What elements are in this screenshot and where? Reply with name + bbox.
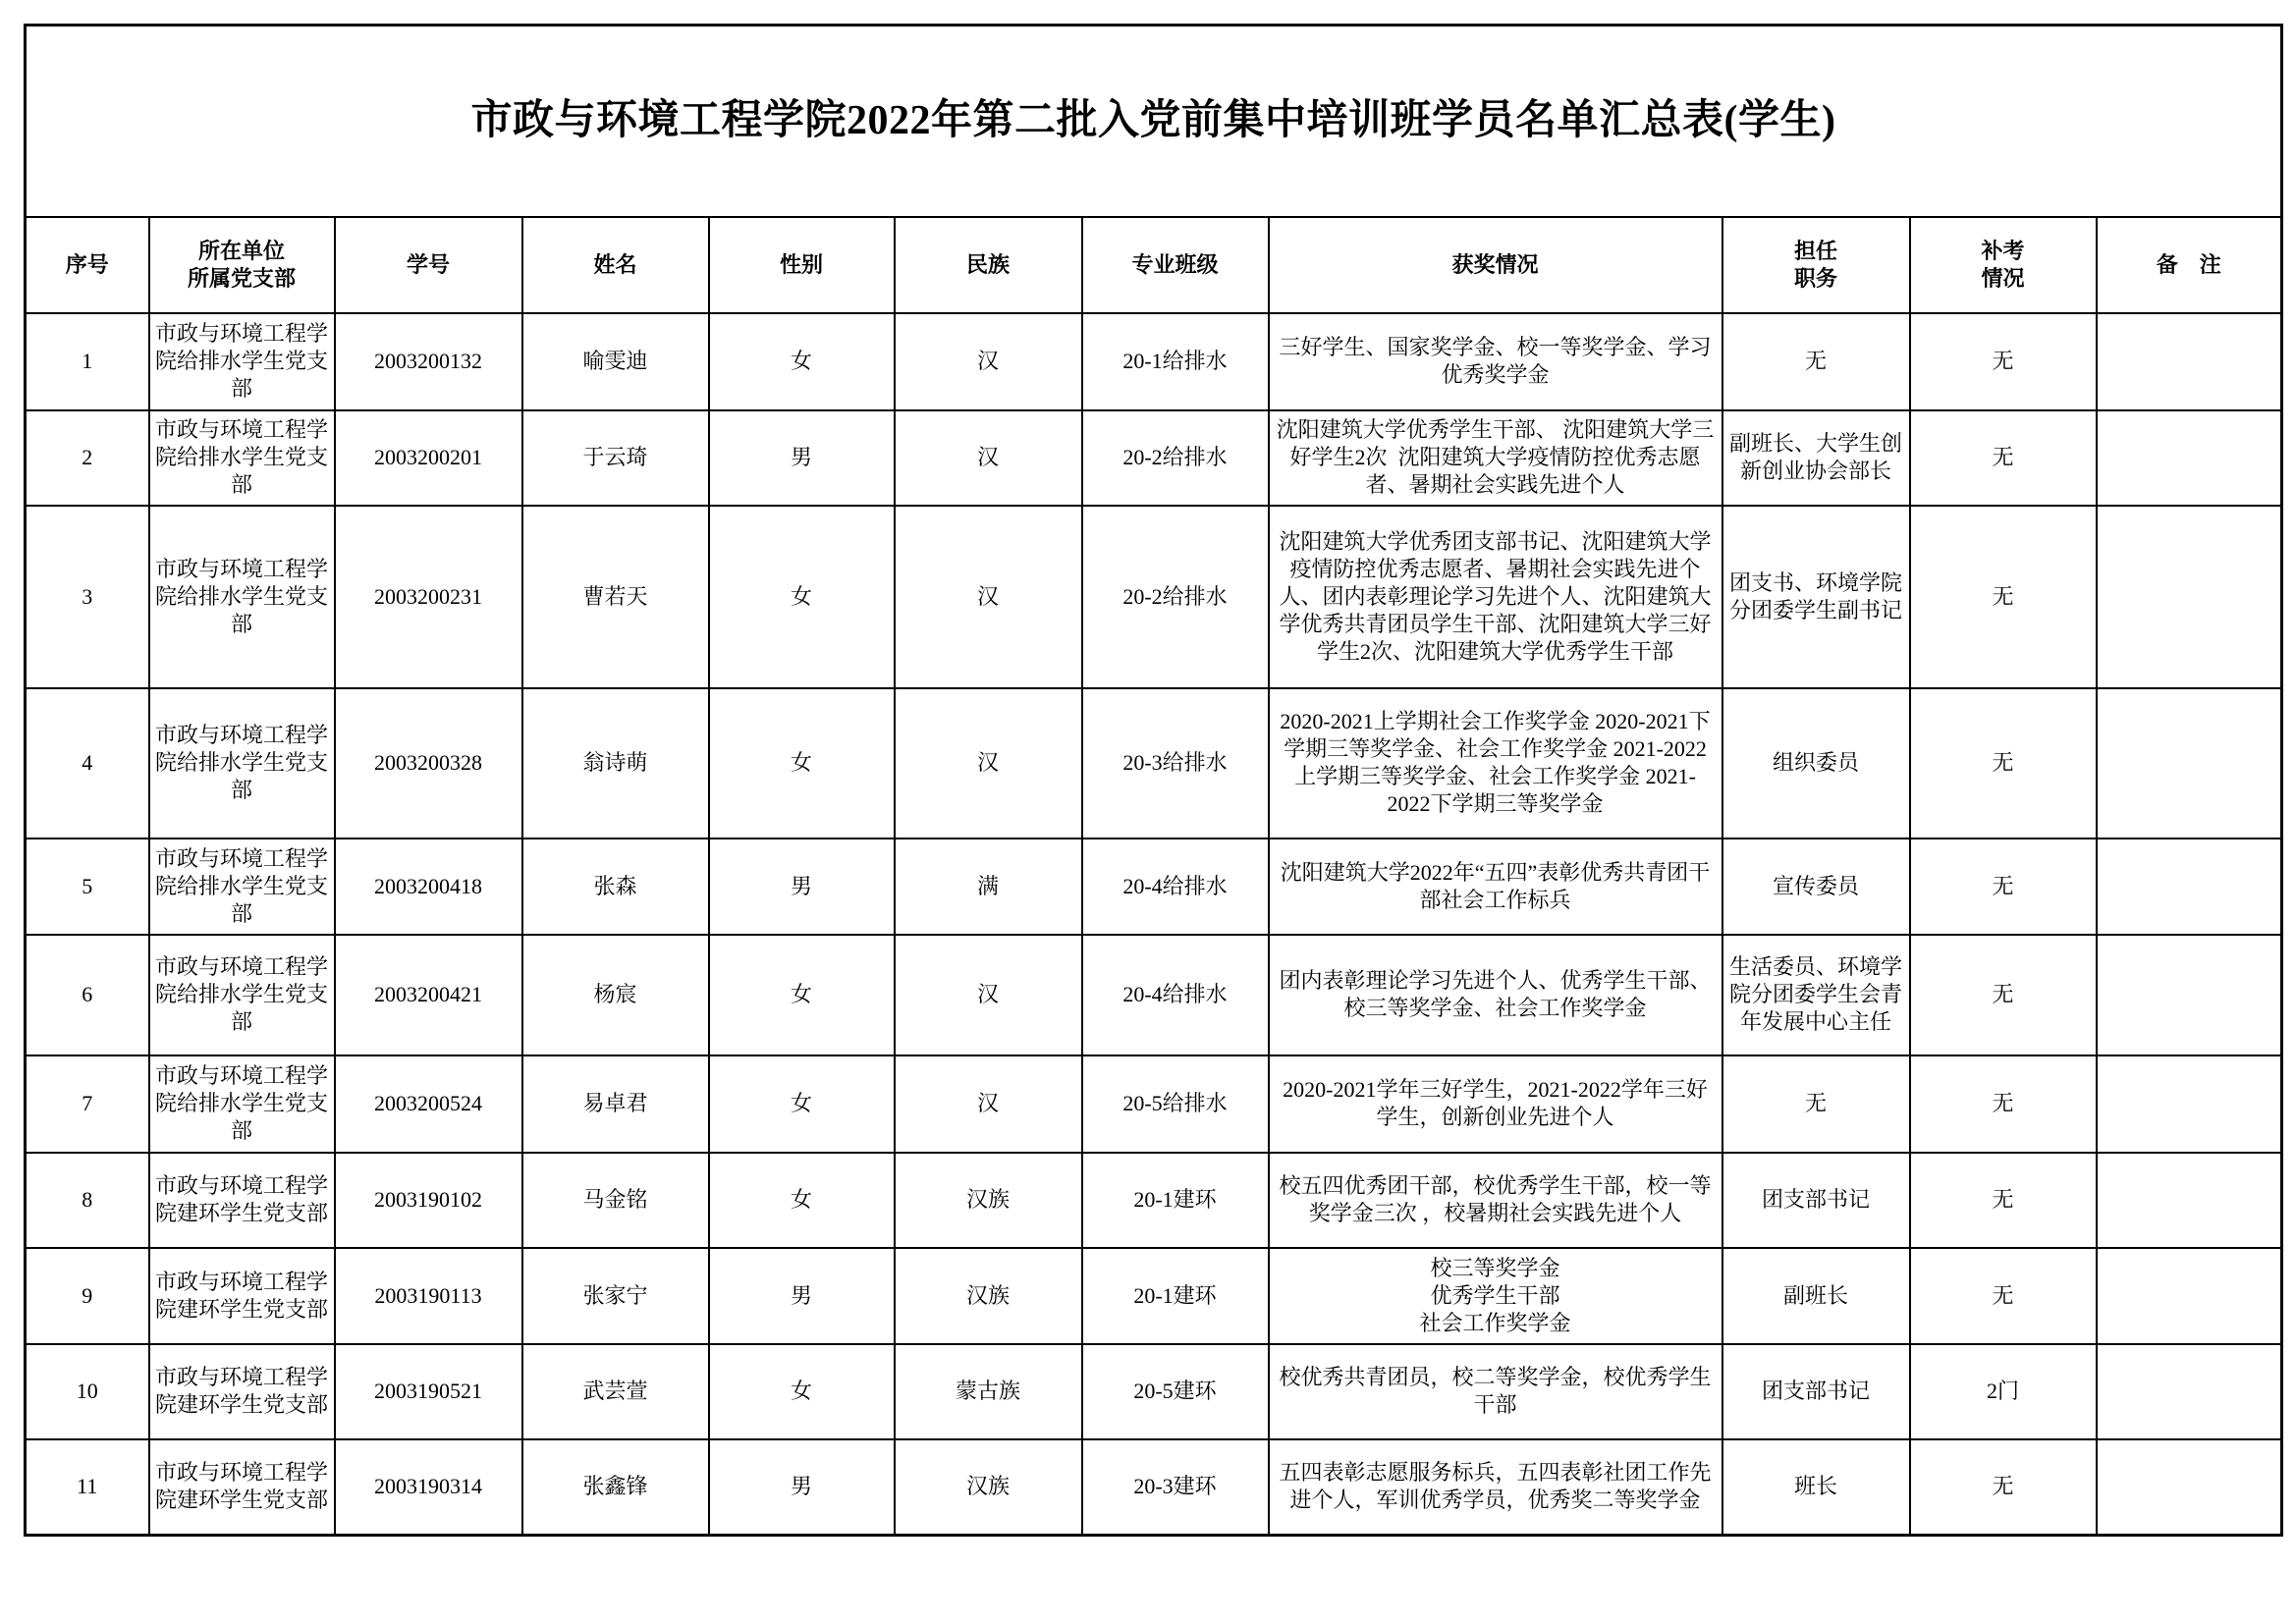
cell-index: 10 <box>26 1344 149 1439</box>
cell-makeup-exam: 无 <box>1910 1439 2097 1536</box>
cell-index: 3 <box>26 506 149 688</box>
cell-gender: 女 <box>709 688 895 839</box>
cell-makeup-exam: 无 <box>1910 410 2097 506</box>
cell-awards: 三好学生、国家奖学金、校一等奖学金、学习优秀奖学金 <box>1269 313 1722 410</box>
cell-makeup-exam: 无 <box>1910 313 2097 410</box>
cell-makeup-exam: 2门 <box>1910 1344 2097 1439</box>
cell-remarks <box>2097 688 2282 839</box>
cell-class: 20-1给排水 <box>1082 313 1269 410</box>
header-row <box>26 217 2282 313</box>
cell-student-id: 2003200132 <box>335 313 522 410</box>
cell-duties: 班长 <box>1722 1439 1910 1536</box>
cell-student-id: 2003190521 <box>335 1344 522 1439</box>
cell-remarks <box>2097 1248 2282 1344</box>
cell-gender: 男 <box>709 839 895 935</box>
cell-makeup-exam: 无 <box>1910 839 2097 935</box>
cell-remarks <box>2097 935 2282 1055</box>
cell-unit: 市政与环境工程学院给排水学生党支部 <box>149 313 335 410</box>
cell-makeup-exam: 无 <box>1910 1055 2097 1153</box>
table-row <box>26 410 2282 506</box>
cell-duties: 生活委员、环境学院分团委学生会青年发展中心主任 <box>1722 935 1910 1055</box>
cell-name: 喻雯迪 <box>522 313 709 410</box>
cell-awards: 沈阳建筑大学2022年“五四”表彰优秀共青团干部社会工作标兵 <box>1269 839 1722 935</box>
cell-name: 曹若天 <box>522 506 709 688</box>
table-row <box>26 1248 2282 1344</box>
cell-name: 翁诗萌 <box>522 688 709 839</box>
cell-awards: 五四表彰志愿服务标兵，五四表彰社团工作先进个人，军训优秀学员，优秀奖二等奖学金 <box>1269 1439 1722 1536</box>
cell-duties: 团支书、环境学院分团委学生副书记 <box>1722 506 1910 688</box>
cell-student-id: 2003190113 <box>335 1248 522 1344</box>
cell-ethnicity: 汉 <box>895 506 1082 688</box>
cell-student-id: 2003200328 <box>335 688 522 839</box>
header-index: 序号 <box>26 217 149 313</box>
cell-unit: 市政与环境工程学院给排水学生党支部 <box>149 839 335 935</box>
cell-index: 9 <box>26 1248 149 1344</box>
cell-remarks <box>2097 1439 2282 1536</box>
cell-gender: 男 <box>709 410 895 506</box>
cell-index: 7 <box>26 1055 149 1153</box>
cell-makeup-exam: 无 <box>1910 506 2097 688</box>
cell-class: 20-4给排水 <box>1082 935 1269 1055</box>
cell-ethnicity: 汉 <box>895 410 1082 506</box>
cell-gender: 女 <box>709 935 895 1055</box>
cell-unit: 市政与环境工程学院建环学生党支部 <box>149 1344 335 1439</box>
cell-index: 4 <box>26 688 149 839</box>
cell-awards: 2020-2021学年三好学生，2021-2022学年三好学生，创新创业先进个人 <box>1269 1055 1722 1153</box>
table-row <box>26 506 2282 688</box>
cell-duties: 副班长 <box>1722 1248 1910 1344</box>
cell-unit: 市政与环境工程学院给排水学生党支部 <box>149 1055 335 1153</box>
cell-duties: 团支部书记 <box>1722 1344 1910 1439</box>
table-row <box>26 1439 2282 1536</box>
cell-name: 杨宸 <box>522 935 709 1055</box>
cell-gender: 女 <box>709 1344 895 1439</box>
cell-unit: 市政与环境工程学院建环学生党支部 <box>149 1153 335 1248</box>
cell-ethnicity: 汉 <box>895 1055 1082 1153</box>
cell-unit: 市政与环境工程学院建环学生党支部 <box>149 1439 335 1536</box>
cell-awards: 校优秀共青团员，校二等奖学金，校优秀学生干部 <box>1269 1344 1722 1439</box>
header-makeup-exam: 补考 情况 <box>1910 217 2097 313</box>
cell-remarks <box>2097 1153 2282 1248</box>
header-gender: 性别 <box>709 217 895 313</box>
cell-awards: 沈阳建筑大学优秀学生干部、 沈阳建筑大学三好学生2次 沈阳建筑大学疫情防控优秀志愿者、暑期社会实践先进个人 <box>1269 410 1722 506</box>
cell-student-id: 2003200201 <box>335 410 522 506</box>
cell-unit: 市政与环境工程学院给排水学生党支部 <box>149 506 335 688</box>
cell-ethnicity: 汉族 <box>895 1153 1082 1248</box>
cell-student-id: 2003200231 <box>335 506 522 688</box>
cell-class: 20-1建环 <box>1082 1153 1269 1248</box>
cell-class: 20-5建环 <box>1082 1344 1269 1439</box>
cell-index: 8 <box>26 1153 149 1248</box>
cell-duties: 无 <box>1722 1055 1910 1153</box>
cell-awards: 沈阳建筑大学优秀团支部书记、沈阳建筑大学疫情防控优秀志愿者、暑期社会实践先进个人、团内表彰理论学习先进个人、沈阳建筑大学优秀共青团员学生干部、沈阳建筑大学三好学生2次、沈阳建筑大学优秀学生干部 <box>1269 506 1722 688</box>
cell-student-id: 2003200418 <box>335 839 522 935</box>
cell-name: 马金铭 <box>522 1153 709 1248</box>
cell-unit: 市政与环境工程学院建环学生党支部 <box>149 1248 335 1344</box>
table-row <box>26 1153 2282 1248</box>
cell-unit: 市政与环境工程学院给排水学生党支部 <box>149 935 335 1055</box>
cell-gender: 男 <box>709 1248 895 1344</box>
cell-gender: 女 <box>709 1055 895 1153</box>
cell-index: 1 <box>26 313 149 410</box>
header-student-id: 学号 <box>335 217 522 313</box>
cell-ethnicity: 满 <box>895 839 1082 935</box>
cell-class: 20-2给排水 <box>1082 506 1269 688</box>
cell-student-id: 2003200524 <box>335 1055 522 1153</box>
cell-name: 张鑫锋 <box>522 1439 709 1536</box>
cell-class: 20-3给排水 <box>1082 688 1269 839</box>
cell-gender: 女 <box>709 1153 895 1248</box>
cell-remarks <box>2097 410 2282 506</box>
table-row <box>26 1055 2282 1153</box>
table-row <box>26 688 2282 839</box>
cell-duties: 团支部书记 <box>1722 1153 1910 1248</box>
cell-index: 6 <box>26 935 149 1055</box>
cell-remarks <box>2097 313 2282 410</box>
cell-makeup-exam: 无 <box>1910 1153 2097 1248</box>
header-unit: 所在单位 所属党支部 <box>149 217 335 313</box>
cell-gender: 女 <box>709 506 895 688</box>
table-row <box>26 935 2282 1055</box>
cell-duties: 宣传委员 <box>1722 839 1910 935</box>
header-name: 姓名 <box>522 217 709 313</box>
cell-makeup-exam: 无 <box>1910 688 2097 839</box>
cell-ethnicity: 汉 <box>895 688 1082 839</box>
cell-class: 20-4给排水 <box>1082 839 1269 935</box>
cell-class: 20-5给排水 <box>1082 1055 1269 1153</box>
header-awards: 获奖情况 <box>1269 217 1722 313</box>
cell-duties: 副班长、大学生创新创业协会部长 <box>1722 410 1910 506</box>
header-class: 专业班级 <box>1082 217 1269 313</box>
cell-gender: 男 <box>709 1439 895 1536</box>
student-summary-table <box>24 24 2283 1537</box>
cell-unit: 市政与环境工程学院给排水学生党支部 <box>149 410 335 506</box>
cell-name: 易卓君 <box>522 1055 709 1153</box>
cell-student-id: 2003190314 <box>335 1439 522 1536</box>
cell-unit: 市政与环境工程学院给排水学生党支部 <box>149 688 335 839</box>
cell-ethnicity: 汉族 <box>895 1439 1082 1536</box>
cell-makeup-exam: 无 <box>1910 935 2097 1055</box>
cell-remarks <box>2097 1055 2282 1153</box>
table-row <box>26 1344 2282 1439</box>
table-row <box>26 313 2282 410</box>
header-ethnicity: 民族 <box>895 217 1082 313</box>
title-row <box>26 26 2282 217</box>
cell-awards: 2020-2021上学期社会工作奖学金 2020-2021下学期三等奖学金、社会工作奖学金 2021-2022上学期三等奖学金、社会工作奖学金 2021-2022下学期三等奖学金 <box>1269 688 1722 839</box>
cell-index: 5 <box>26 839 149 935</box>
cell-gender: 女 <box>709 313 895 410</box>
cell-class: 20-2给排水 <box>1082 410 1269 506</box>
cell-awards: 校三等奖学金 优秀学生干部 社会工作奖学金 <box>1269 1248 1722 1344</box>
cell-ethnicity: 蒙古族 <box>895 1344 1082 1439</box>
cell-awards: 校五四优秀团干部，校优秀学生干部，校一等奖学金三次 ，校暑期社会实践先进个人 <box>1269 1153 1722 1248</box>
cell-ethnicity: 汉 <box>895 313 1082 410</box>
cell-remarks <box>2097 506 2282 688</box>
cell-index: 11 <box>26 1439 149 1536</box>
cell-duties: 无 <box>1722 313 1910 410</box>
cell-awards: 团内表彰理论学习先进个人、优秀学生干部、校三等奖学金、社会工作奖学金 <box>1269 935 1722 1055</box>
cell-name: 张家宁 <box>522 1248 709 1344</box>
cell-class: 20-1建环 <box>1082 1248 1269 1344</box>
header-remarks: 备 注 <box>2097 217 2282 313</box>
cell-duties: 组织委员 <box>1722 688 1910 839</box>
cell-ethnicity: 汉族 <box>895 1248 1082 1344</box>
cell-name: 武芸萱 <box>522 1344 709 1439</box>
document-title: 市政与环境工程学院2022年第二批入党前集中培训班学员名单汇总表(学生) <box>26 26 2282 217</box>
cell-student-id: 2003200421 <box>335 935 522 1055</box>
header-duties: 担任 职务 <box>1722 217 1910 313</box>
cell-class: 20-3建环 <box>1082 1439 1269 1536</box>
cell-makeup-exam: 无 <box>1910 1248 2097 1344</box>
cell-ethnicity: 汉 <box>895 935 1082 1055</box>
cell-remarks <box>2097 839 2282 935</box>
cell-name: 张森 <box>522 839 709 935</box>
cell-index: 2 <box>26 410 149 506</box>
cell-student-id: 2003190102 <box>335 1153 522 1248</box>
cell-name: 于云琦 <box>522 410 709 506</box>
cell-remarks <box>2097 1344 2282 1439</box>
table-row <box>26 839 2282 935</box>
